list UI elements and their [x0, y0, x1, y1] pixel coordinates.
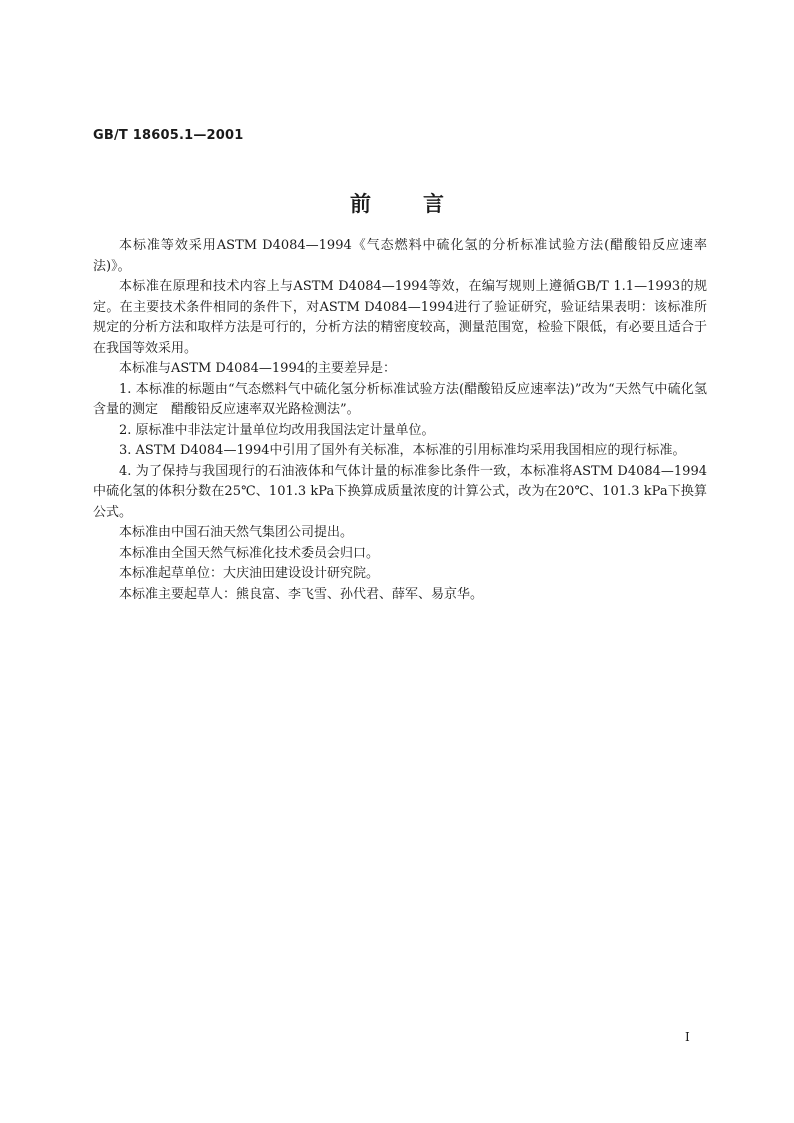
paragraph-principle: 本标准在原理和技术内容上与ASTM D4084—1994等效，在编写规则上遵循GB/T 1.1—1993的规定。在主要技术条件相同的条件下，对ASTM D4084—1994进行了验证研究，验证结果表明：该标准所规定的分析方法和取样方法是可行的，分析方法的精密度较高，测量范围宽，检验下限低，有必要且适合于在我国等效采用。	[93, 279, 707, 356]
paragraph-difference-1: 1. 本标准的标题由“气态燃料气中硫化氢分析标准试验方法(醋酸铅反应速率法)”改为“天然气中硫化氢含量的测定 醋酸铅反应速率双光路检测法”。	[93, 381, 707, 417]
paragraph-committee: 本标准由全国天然气标准化技术委员会归口。	[119, 545, 380, 561]
paragraph-difference-2: 2. 原标准中非法定计量单位均改用我国法定计量单位。	[119, 422, 435, 438]
page-number: I	[685, 1030, 690, 1044]
page-title	[0, 188, 794, 218]
paragraph-proposer: 本标准由中国石油天然气集团公司提出。	[119, 525, 354, 540]
title-char-1: 前	[350, 192, 371, 216]
foreword-body	[93, 236, 707, 605]
title-char-2: 言	[423, 192, 444, 216]
paragraph-difference-3: 3. ASTM D4084—1994中引用了国外有关标准，本标准的引用标准均采用我国相应的现行标准。	[119, 443, 686, 458]
standard-code: GB/T 18605.1—2001	[93, 128, 244, 143]
paragraph-difference-4: 4. 为了保持与我国现行的石油液体和气体计量的标准参比条件一致，本标准将ASTM D4084—1994中硫化氢的体积分数在25℃、101.3 kPa下换算成质量浓度的计算公式，改为在20℃、101.3 kPa下换算公式。	[93, 463, 707, 520]
paragraph-differences-intro: 本标准与ASTM D4084—1994的主要差异是：	[119, 361, 396, 376]
paragraph-drafting-unit: 本标准起草单位：大庆油田建设设计研究院。	[119, 566, 380, 581]
paragraph-equivalence: 本标准等效采用ASTM D4084—1994《气态燃料中硫化氢的分析标准试验方法(醋酸铅反应速率法)》。	[93, 238, 707, 274]
paragraph-drafters: 本标准主要起草人：熊良富、李飞雪、孙代君、薛军、易京华。	[119, 586, 484, 602]
